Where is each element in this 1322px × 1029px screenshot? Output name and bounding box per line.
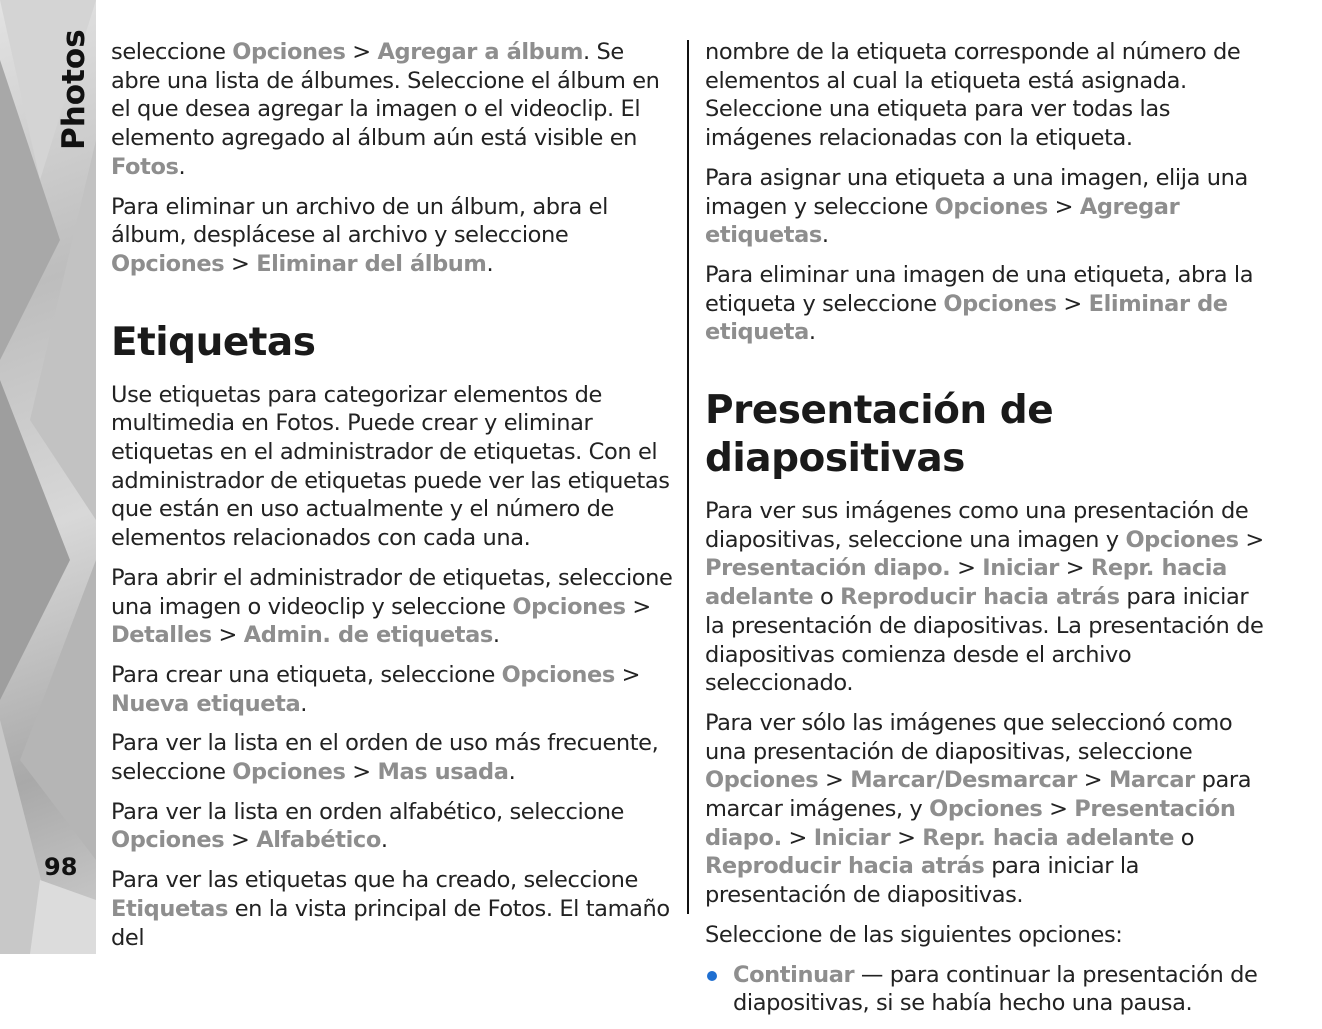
menu-item: Fotos bbox=[111, 153, 179, 180]
menu-item: Presentación diapo. bbox=[705, 555, 951, 582]
paragraph: seleccione Opciones > Agregar a álbum. Se abre una lista de álbumes. Seleccione el álbum en el que desea agregar la imagen o el videoclip. El elemento agregado al álbum aún está visible en Fotos. bbox=[111, 39, 660, 180]
menu-item: Opciones bbox=[232, 39, 346, 65]
menu-item: Reproducir hacia atrás bbox=[705, 853, 985, 880]
right-column bbox=[705, 38, 1271, 1029]
menu-item: Repr. hacia adelante bbox=[922, 824, 1175, 851]
menu-item: Iniciar bbox=[813, 824, 891, 851]
menu-item: Agregar a álbum bbox=[377, 39, 584, 65]
sidebar-band bbox=[0, 0, 96, 954]
menu-item: Nueva etiqueta bbox=[111, 690, 301, 717]
menu-item: Opciones bbox=[1125, 526, 1239, 553]
paragraph: Para ver la lista en orden alfabético, seleccione Opciones > Alfabético. bbox=[111, 798, 624, 854]
paragraph: Para ver las etiquetas que ha creado, seleccione Etiquetas en la vista principal de Fotos. El tamaño del bbox=[111, 867, 670, 951]
menu-item: Marcar bbox=[1108, 767, 1195, 794]
menu-item: Opciones bbox=[501, 661, 615, 688]
menu-item: Opciones bbox=[705, 767, 819, 794]
menu-item: Agregar etiquetas bbox=[705, 193, 1180, 249]
page-number: 98 bbox=[44, 853, 78, 881]
menu-item: Mas usada bbox=[377, 759, 509, 786]
menu-item: Presentación diapo. bbox=[705, 796, 1236, 851]
menu-item: Alfabético bbox=[256, 827, 381, 854]
menu-item: Detalles bbox=[111, 622, 212, 649]
menu-item: Continuar bbox=[733, 961, 855, 988]
menu-item: Opciones bbox=[929, 796, 1043, 823]
bullet-dot-icon bbox=[707, 971, 717, 981]
section-heading-presentacion: Presentación de diapositivas bbox=[705, 388, 1054, 482]
paragraph: Para eliminar un archivo de un álbum, abra el álbum, desplácese al archivo y seleccione Opciones > Eliminar del álbum. bbox=[111, 193, 608, 277]
paragraph: Para ver sólo las imágenes que seleccionó como una presentación de diapositivas, seleccione Opciones > Marcar/Desmarcar > Marcar para marcar imágenes, y Opciones > Presentación diapo. > Iniciar > Repr. hacia adelante o Reproducir hacia atrás para iniciar la presentación de diapositivas. bbox=[705, 709, 1252, 909]
paragraph: nombre de la etiqueta corresponde al número de elementos al cual la etiqueta está asignada. Seleccione una etiqueta para ver todas las imágenes relacionadas con la etiqueta. bbox=[705, 39, 1241, 152]
paragraph: Para eliminar una imagen de una etiqueta, abra la etiqueta y seleccione Opciones > Eliminar de etiqueta. bbox=[705, 261, 1254, 346]
column-divider bbox=[687, 40, 689, 914]
menu-item: Opciones bbox=[111, 250, 225, 277]
menu-item: Admin. de etiquetas bbox=[243, 622, 493, 649]
menu-item: Marcar/Desmarcar bbox=[850, 767, 1077, 794]
menu-item: Opciones bbox=[232, 759, 346, 786]
paragraph: Para asignar una etiqueta a una imagen, elija una imagen y seleccione Opciones > Agregar etiquetas. bbox=[705, 164, 1248, 249]
menu-item: Eliminar del álbum bbox=[256, 250, 487, 277]
paragraph: Para ver sus imágenes como una presentación de diapositivas, seleccione una imagen y Opciones > Presentación diapo. > Iniciar > Repr. hacia adelante o Reproducir hacia atrás para iniciar la presentación de diapositivas. La presentación de diapositivas comienza desde el archivo seleccionado. bbox=[705, 498, 1264, 697]
menu-item: Eliminar de etiqueta bbox=[705, 290, 1228, 346]
menu-item: Repr. hacia adelante bbox=[705, 555, 1227, 611]
menu-item: Opciones bbox=[934, 193, 1048, 220]
menu-item: Opciones bbox=[512, 593, 626, 620]
menu-item: Iniciar bbox=[982, 555, 1059, 582]
menu-item: Opciones bbox=[943, 290, 1057, 317]
paragraph: Use etiquetas para categorizar elementos de multimedia en Fotos. Puede crear y eliminar etiquetas en el administrador de etiquetas. Con el administrador de etiquetas puede ver las etiquetas que están en uso actualmente y el número de elementos relacionados con cada una. bbox=[111, 381, 670, 552]
menu-item: Reproducir hacia atrás bbox=[840, 584, 1120, 611]
menu-item: Etiquetas bbox=[111, 895, 228, 922]
paragraph: Seleccione de las siguientes opciones: bbox=[705, 921, 1123, 948]
bullet-item: Continuar — para continuar la presentación de diapositivas, si se había hecho una pausa. bbox=[705, 961, 1271, 1018]
left-column bbox=[111, 38, 677, 963]
section-label: Photos bbox=[56, 29, 92, 150]
section-heading-etiquetas: Etiquetas bbox=[111, 319, 316, 365]
paragraph: Para abrir el administrador de etiquetas, seleccione una imagen o videoclip y seleccione Opciones > Detalles > Admin. de etiquetas. bbox=[111, 564, 673, 649]
paragraph: Para crear una etiqueta, seleccione Opciones > Nueva etiqueta. bbox=[111, 661, 641, 717]
paragraph: Para ver la lista en el orden de uso más frecuente, seleccione Opciones > Mas usada. bbox=[111, 730, 659, 786]
menu-item: Opciones bbox=[111, 827, 225, 854]
